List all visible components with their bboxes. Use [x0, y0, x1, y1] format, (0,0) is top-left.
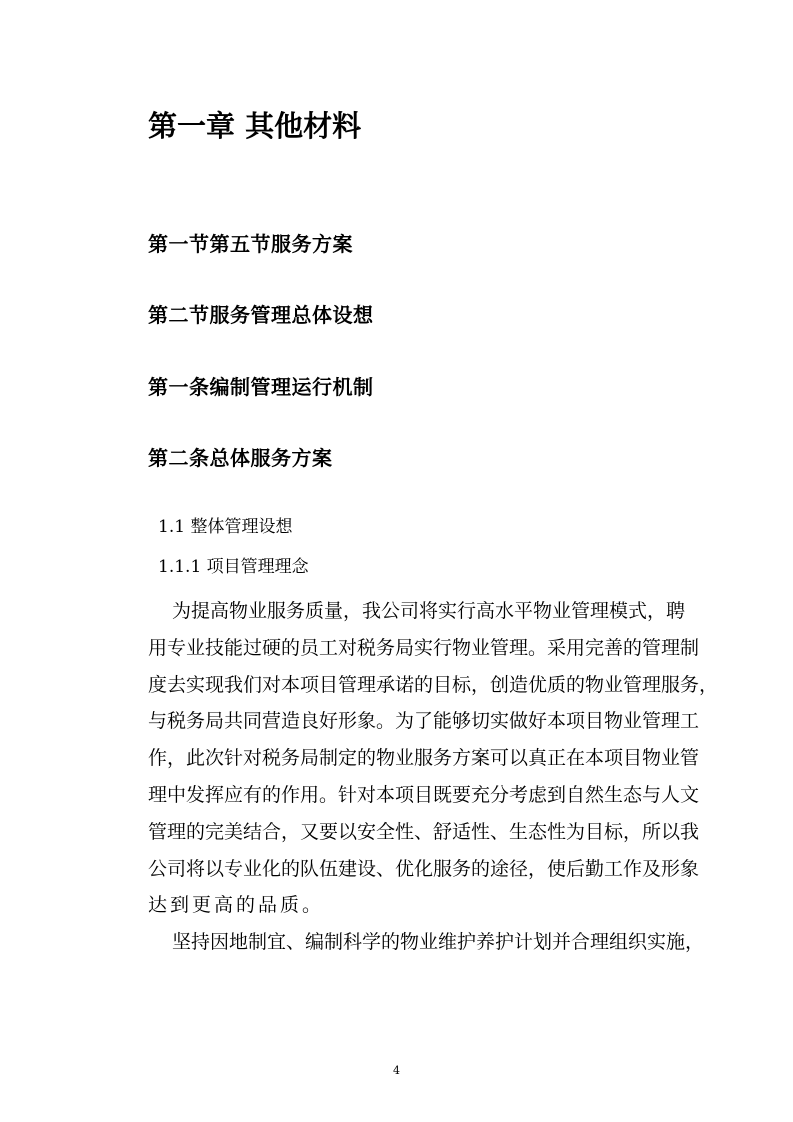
body-line: 达到更高的品质。: [148, 894, 325, 916]
body-line: 公司将以专业化的队伍建设、优化服务的途径，使后勤工作及形象: [148, 858, 700, 880]
body-line: 为提高物业服务质量，我公司将实行高水平物业管理模式，聘: [172, 600, 686, 622]
body-line: 坚持因地制宜、编制科学的物业维护养护计划并合理组织实施，: [172, 931, 705, 953]
section-heading: 第二节服务管理总体设想: [148, 303, 374, 327]
body-line: 管理的完美结合，又要以安全性、舒适性、生态性为目标，所以我: [148, 821, 700, 843]
subheading: 1.1.1 项目管理理念: [158, 557, 309, 577]
body-line: 度去实现我们对本项目管理承诺的目标，创造优质的物业管理服务，: [148, 674, 719, 696]
section-heading: 第一节第五节服务方案: [148, 232, 353, 256]
body-line: 作，此次针对税务局制定的物业服务方案可以真正在本项目物业管: [148, 747, 700, 769]
article-heading: 第一条编制管理运行机制: [148, 375, 374, 399]
article-heading: 第二条总体服务方案: [148, 446, 333, 470]
body-line: 理中发挥应有的作用。针对本项目既要充分考虑到自然生态与人文: [148, 784, 700, 806]
body-line: 用专业技能过硬的员工对税务局实行物业管理。采用完善的管理制: [148, 637, 700, 659]
page-number: 4: [393, 1064, 400, 1077]
subheading: 1.1 整体管理设想: [158, 517, 293, 537]
chapter-title: 第一章 其他材料: [148, 109, 362, 143]
body-line: 与税务局共同营造良好形象。为了能够切实做好本项目物业管理工: [148, 710, 700, 732]
